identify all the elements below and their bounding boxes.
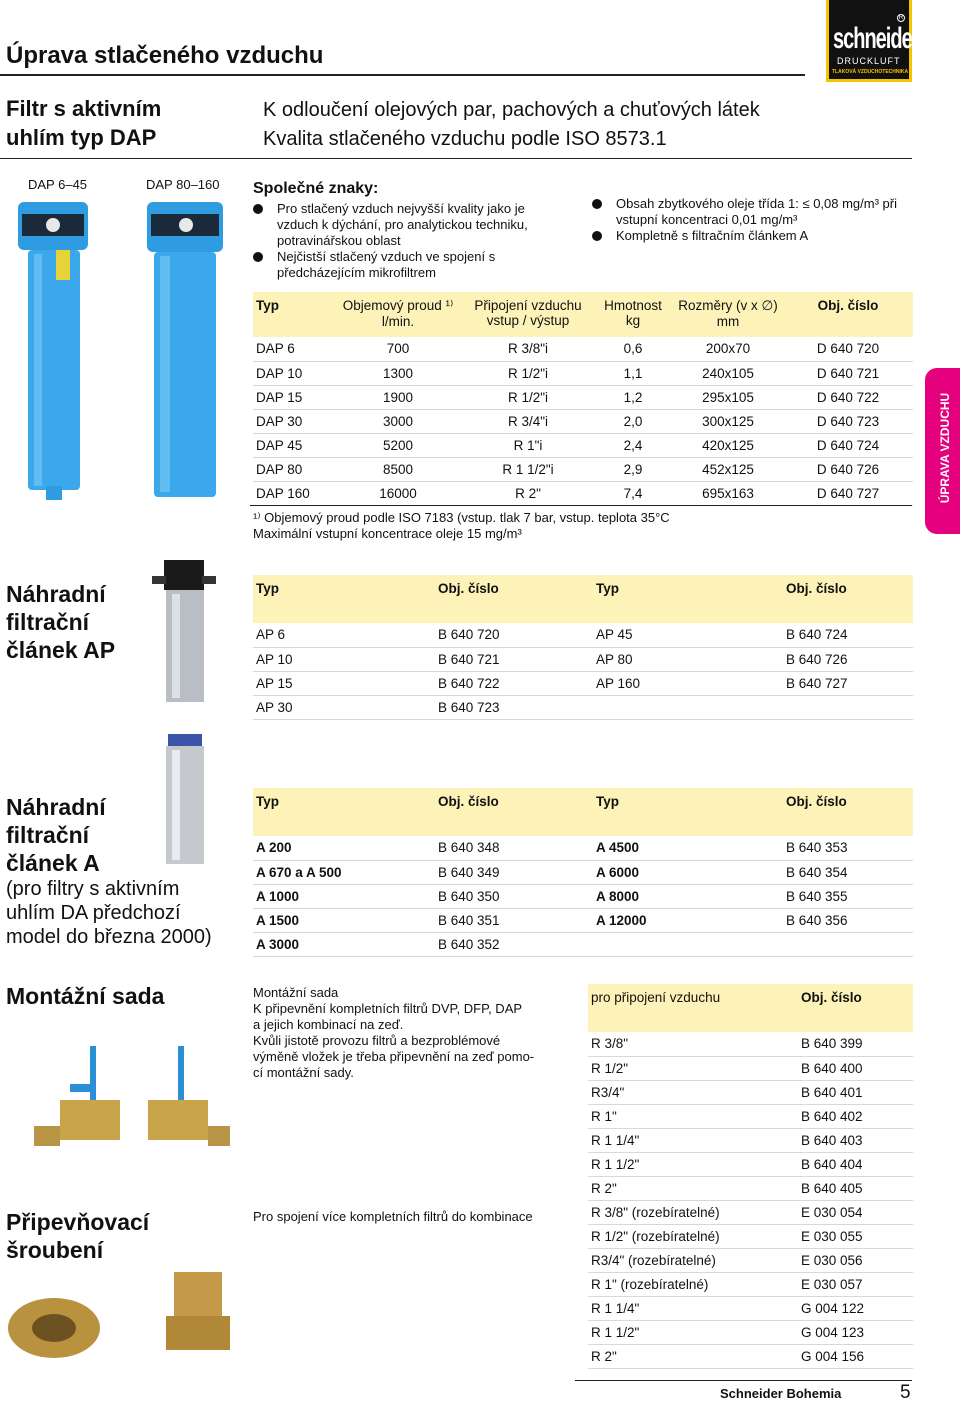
- table-cell: A 4500: [593, 836, 783, 860]
- table-cell: G 004 123: [798, 1320, 913, 1344]
- table-row: [253, 647, 913, 671]
- table-row: [253, 671, 913, 695]
- table-cell: B 640 401: [798, 1080, 913, 1104]
- table-row: [253, 932, 913, 956]
- table-cell: B 640 400: [798, 1056, 913, 1080]
- section-rule: [250, 505, 912, 506]
- table-row: [588, 1104, 913, 1128]
- table-row: [253, 623, 913, 647]
- filter-dap-small-image: [8, 196, 108, 506]
- mount-desc-line: Kvůli jistotě provozu filtrů a bezproblémové: [253, 1033, 501, 1048]
- a-table: [253, 788, 913, 957]
- table-cell: 1,1: [593, 361, 673, 385]
- table-row: [253, 836, 913, 860]
- table-cell: E 030 056: [798, 1248, 913, 1272]
- table-row: [588, 1272, 913, 1296]
- table-cell: 700: [333, 337, 463, 361]
- table-cell: R 1 1/4": [588, 1128, 798, 1152]
- table-row: [588, 1248, 913, 1272]
- table-cell: B 640 351: [435, 908, 593, 932]
- table-cell: B 640 354: [783, 860, 913, 884]
- table-cell: B 640 403: [798, 1128, 913, 1152]
- table-row: [253, 337, 913, 361]
- table-cell: R 1/2" (rozebíratelné): [588, 1224, 798, 1248]
- table-cell: AP 160: [593, 671, 783, 695]
- table-cell: R 2": [463, 481, 593, 505]
- page-title: Úprava stlačeného vzduchu: [6, 42, 324, 69]
- table-cell: 2,9: [593, 457, 673, 481]
- table-cell: R3/4": [588, 1080, 798, 1104]
- product-title: Filtr s aktivním uhlím typ DAP: [6, 96, 162, 150]
- table-cell: B 640 355: [783, 884, 913, 908]
- table-cell: 0,6: [593, 337, 673, 361]
- a-section-title: Náhradní filtrační článek A (pro filtry s aktivním uhlím DA předchozí model do března 2000): [6, 794, 212, 948]
- table-cell: R 1" (rozebíratelné): [588, 1272, 798, 1296]
- table-cell: A 670 a A 500: [253, 860, 435, 884]
- header-order-no: Obj. číslo: [817, 298, 879, 313]
- table-cell: A 8000: [593, 884, 783, 908]
- feature-item: Kompletně s filtračním článkem A: [592, 228, 902, 244]
- table-cell: DAP 6: [253, 337, 333, 361]
- table-cell: 2,4: [593, 433, 673, 457]
- table-row: [588, 1128, 913, 1152]
- filter-dap-large-image: [142, 196, 232, 506]
- table-cell: DAP 160: [253, 481, 333, 505]
- table-row: [253, 884, 913, 908]
- a-element-image: [160, 732, 210, 872]
- table-cell: 295x105: [673, 385, 783, 409]
- table-cell: B 640 726: [783, 647, 913, 671]
- table-cell: AP 80: [593, 647, 783, 671]
- table-cell: D 640 723: [783, 409, 913, 433]
- table-cell: B 640 350: [435, 884, 593, 908]
- table-cell: B 640 721: [435, 647, 593, 671]
- table-cell: DAP 10: [253, 361, 333, 385]
- logo-sub1: DRUCKLUFT: [837, 56, 901, 66]
- table-cell: AP 10: [253, 647, 435, 671]
- mount-table: [588, 984, 913, 1369]
- table-cell: D 640 724: [783, 433, 913, 457]
- table-cell: 8500: [333, 457, 463, 481]
- table-cell: 1300: [333, 361, 463, 385]
- table-cell: R 1"i: [463, 433, 593, 457]
- image-label-dap-6-45: DAP 6–45: [28, 177, 88, 192]
- table-cell: A 1000: [253, 884, 435, 908]
- table-row: [253, 695, 913, 719]
- footer-brand: Schneider Bohemia: [720, 1386, 842, 1401]
- table-cell: R 1/2"i: [463, 361, 593, 385]
- table-cell: R 1 1/2"i: [463, 457, 593, 481]
- table-cell: 452x125: [673, 457, 783, 481]
- table-row: [588, 1344, 913, 1368]
- table-cell: R 1/2"i: [463, 385, 593, 409]
- table-row: [253, 908, 913, 932]
- side-tab: [925, 368, 960, 534]
- table-row: [588, 1032, 913, 1056]
- table-row: [253, 433, 913, 457]
- table-cell: B 640 356: [783, 908, 913, 932]
- header-type: Typ: [256, 298, 279, 313]
- table-row: [253, 860, 913, 884]
- table-cell: A 3000: [253, 932, 435, 956]
- table-cell: B 640 348: [435, 836, 593, 860]
- mount-section-title: Montážní sada: [6, 983, 165, 1009]
- mount-desc-line: Montážní sada: [253, 985, 339, 1000]
- table-row: [588, 1224, 913, 1248]
- table-cell: D 640 721: [783, 361, 913, 385]
- schneider-logo: R schneider DRUCKLUFT TLAKOVÁ VZDUCHOTECHNIKA: [826, 0, 912, 82]
- table-cell: DAP 15: [253, 385, 333, 409]
- table-cell: B 640 405: [798, 1176, 913, 1200]
- table-cell: DAP 30: [253, 409, 333, 433]
- table-cell: DAP 45: [253, 433, 333, 457]
- footer-rule: [575, 1380, 912, 1381]
- logo-brand: schneider: [833, 22, 919, 56]
- table-cell: R 1 1/2": [588, 1320, 798, 1344]
- table-cell: A 6000: [593, 860, 783, 884]
- table-cell: R 2": [588, 1344, 798, 1368]
- table-cell: A 200: [253, 836, 435, 860]
- product-description: K odloučení olejových par, pachových a chuťových látek Kvalita stlačeného vzduchu podle ISO 8573.1: [263, 99, 760, 150]
- features-left-list: [253, 201, 553, 281]
- table-cell: 300x125: [673, 409, 783, 433]
- table-cell: B 640 723: [435, 695, 593, 719]
- table-row: [588, 1320, 913, 1344]
- mount-description: [253, 985, 573, 1081]
- image-label-dap-80-160: DAP 80–160: [146, 177, 220, 192]
- table-cell: 240x105: [673, 361, 783, 385]
- mount-desc-line: cí montážní sady.: [253, 1065, 354, 1080]
- table-cell: R 3/8" (rozebíratelné): [588, 1200, 798, 1224]
- table-cell: A 1500: [253, 908, 435, 932]
- logo-sub2: TLAKOVÁ VZDUCHOTECHNIKA: [832, 69, 909, 75]
- table-cell: B 640 724: [783, 623, 913, 647]
- table-cell: R 3/8"i: [463, 337, 593, 361]
- table-cell: [593, 932, 783, 956]
- table-row: [588, 1200, 913, 1224]
- table-cell: [593, 695, 783, 719]
- table-cell: [783, 695, 913, 719]
- table-cell: 2,0: [593, 409, 673, 433]
- table-cell: B 640 722: [435, 671, 593, 695]
- table-cell: D 640 722: [783, 385, 913, 409]
- table-cell: B 640 399: [798, 1032, 913, 1056]
- table-cell: R 1": [588, 1104, 798, 1128]
- table-cell: D 640 727: [783, 481, 913, 505]
- mount-desc-line: a jejich kombinací na zeď.: [253, 1017, 404, 1032]
- features-right-list: [592, 196, 902, 244]
- product-rule: [0, 158, 912, 159]
- table-cell: B 640 720: [435, 623, 593, 647]
- ap-section-title: Náhradní filtrační článek AP: [6, 581, 116, 663]
- table-cell: B 640 349: [435, 860, 593, 884]
- table-cell: 5200: [333, 433, 463, 457]
- table-cell: E 030 054: [798, 1200, 913, 1224]
- table-cell: AP 15: [253, 671, 435, 695]
- table-cell: 7,4: [593, 481, 673, 505]
- dap-spec-table: [253, 292, 913, 506]
- table-header-row: pro připojení vzduchu Obj. číslo: [588, 984, 913, 1032]
- table-cell: 200x70: [673, 337, 783, 361]
- header-flow: Objemový proud ¹⁾ l/min.: [342, 298, 454, 329]
- side-tab-label: ÚPRAVA VZDUCHU: [938, 392, 952, 504]
- table-cell: 1900: [333, 385, 463, 409]
- table-row: [253, 409, 913, 433]
- table-row: [588, 1080, 913, 1104]
- table-cell: B 640 352: [435, 932, 593, 956]
- table-cell: 1,2: [593, 385, 673, 409]
- common-features-title: Společné znaky:: [253, 180, 379, 197]
- table-cell: AP 6: [253, 623, 435, 647]
- ap-table: [253, 575, 913, 720]
- table-cell: R 3/8": [588, 1032, 798, 1056]
- table-cell: A 12000: [593, 908, 783, 932]
- table-cell: G 004 122: [798, 1296, 913, 1320]
- table-cell: 420x125: [673, 433, 783, 457]
- dap-footnote: ¹⁾ Objemový proud podle ISO 7183 (vstup. tlak 7 bar, vstup. teplota 35°C Maximální vstupní koncentrace oleje 15 mg/m³: [253, 510, 670, 541]
- table-cell: R 1/2": [588, 1056, 798, 1080]
- header-weight: Hmotnost kg: [604, 298, 662, 328]
- table-cell: R 1 1/2": [588, 1152, 798, 1176]
- table-cell: B 640 727: [783, 671, 913, 695]
- feature-item: Nejčistší stlačený vzduch ve spojení s předcházejícím mikrofiltrem: [253, 249, 553, 281]
- table-cell: 16000: [333, 481, 463, 505]
- table-row: [253, 457, 913, 481]
- table-row: [253, 361, 913, 385]
- fitting-image: [4, 1264, 254, 1364]
- table-cell: B 640 402: [798, 1104, 913, 1128]
- table-cell: R 3/4"i: [463, 409, 593, 433]
- table-cell: R 1 1/4": [588, 1296, 798, 1320]
- table-header-row: Typ Obj. číslo Typ Obj. číslo: [253, 575, 913, 623]
- page-number: 5: [900, 1382, 911, 1403]
- header-connection: Připojení vzduchu vstup / výstup: [474, 298, 582, 328]
- fitting-section-title: Připevňovací šroubení: [6, 1209, 150, 1263]
- table-cell: R 2": [588, 1176, 798, 1200]
- table-row: [588, 1056, 913, 1080]
- table-row: [588, 1176, 913, 1200]
- table-cell: AP 30: [253, 695, 435, 719]
- table-cell: 3000: [333, 409, 463, 433]
- header-rule: [0, 74, 805, 76]
- table-cell: E 030 055: [798, 1224, 913, 1248]
- table-cell: E 030 057: [798, 1272, 913, 1296]
- table-cell: B 640 404: [798, 1152, 913, 1176]
- table-row: [588, 1296, 913, 1320]
- table-row: [253, 385, 913, 409]
- table-cell: AP 45: [593, 623, 783, 647]
- feature-item: Obsah zbytkového oleje třída 1: ≤ 0,08 mg/m³ při vstupní koncentraci 0,01 mg/m³: [592, 196, 902, 228]
- table-cell: D 640 720: [783, 337, 913, 361]
- table-cell: 695x163: [673, 481, 783, 505]
- ap-element-image: [150, 556, 220, 706]
- table-cell: B 640 353: [783, 836, 913, 860]
- table-header-row: [253, 292, 913, 337]
- fitting-description: Pro spojení více kompletních filtrů do kombinace: [253, 1209, 533, 1224]
- table-header-row: Typ Obj. číslo Typ Obj. číslo: [253, 788, 913, 836]
- table-cell: D 640 726: [783, 457, 913, 481]
- table-cell: [783, 932, 913, 956]
- table-row: [588, 1152, 913, 1176]
- table-cell: G 004 156: [798, 1344, 913, 1368]
- feature-item: Pro stlačený vzduch nejvyšší kvality jako je vzduch k dýchání, pro analytickou techniku, potravinářskou oblast: [253, 201, 553, 249]
- header-dimensions: Rozměry (v x ∅) mm: [678, 298, 778, 329]
- mount-desc-line: výměně vložek je třeba připevnění na zeď pomo-: [253, 1049, 535, 1064]
- table-cell: R3/4" (rozebíratelné): [588, 1248, 798, 1272]
- table-row: [253, 481, 913, 505]
- table-cell: DAP 80: [253, 457, 333, 481]
- mount-kit-image: [30, 1040, 230, 1160]
- mount-desc-line: K připevnění kompletních filtrů DVP, DFP, DAP: [253, 1001, 523, 1016]
